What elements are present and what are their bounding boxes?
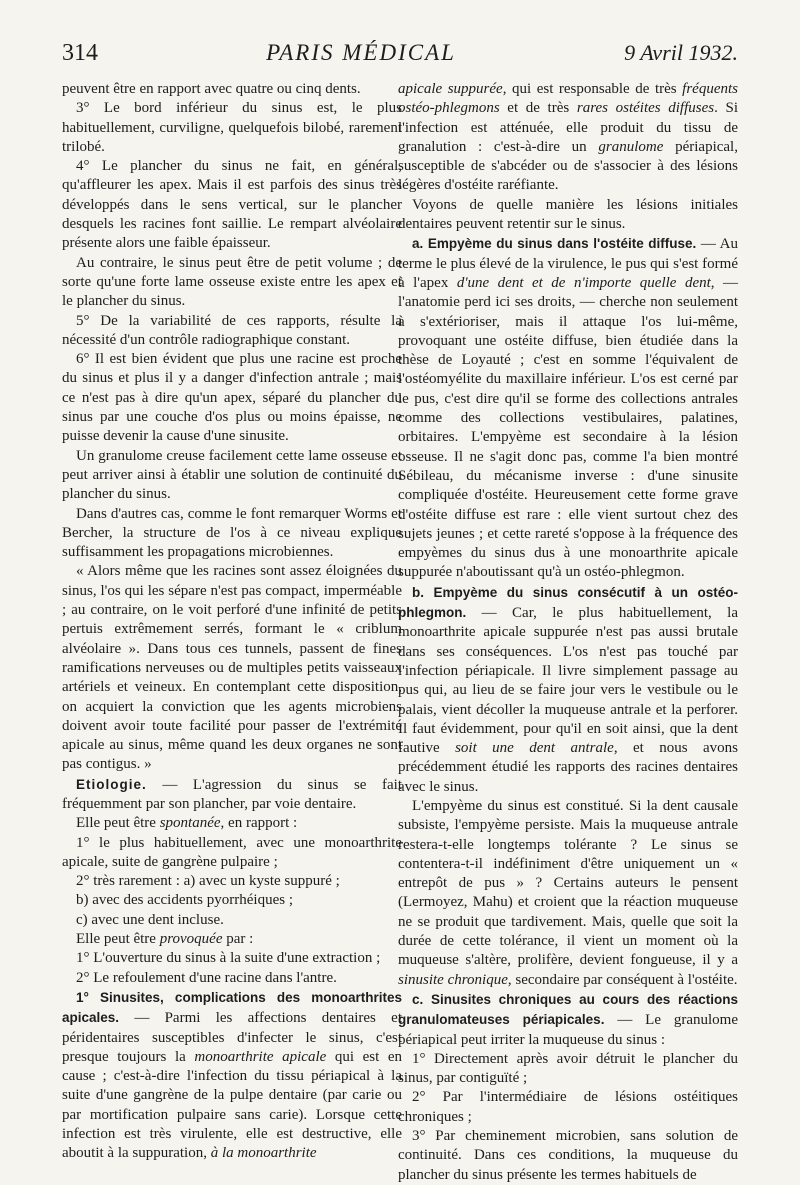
paragraph (62, 775, 402, 815)
page-number: 314 (62, 40, 98, 66)
issue-date: 9 Avril 1932. (624, 40, 738, 65)
text: , secondaire par conséquent à l'ostéite. (507, 971, 738, 988)
paragraph: 4° Le plancher du sinus ne fait, en général, qu'affleurer les apex. Mais il est parfois des sinus très développés dans le sens vertical, sur le plancher desquels les racines font saillie. Le rempart alvéolaire présente alors une faible épaisseur. (62, 158, 402, 252)
text: , — l'anatomie perd ici ses droits, — cherche non seulement à s'extérioriser, mais il attaque l'os lui-même, provoquant une ostéite diffuse, bien étudiée dans la thèse de Loyauté ; c'est en somme l'équivalent de l'ostéomyélite du maxillaire inférieur. L'os est cerné par le pus, c'est dire qu'il se forme des collections antrales comme des collections vestibulaires, palatines, orbitaires. L'empyème est secondaire à la lésion osseuse. Il ne s'agit donc pas, comme l'a bien montré Sébileau, du mécanisme inverse : d'une sinusite compliquée d'ostéite. Heureusement cette forme grave d'ostéite diffuse est rare : elle vient surtout chez des sujets jeunes ; et cette rareté s'oppose à la fréquence des empyèmes du sinus dus à une monoarthrite apicale suppurée n'aboutissant qu'à un ostéo-phlegmon. (398, 274, 739, 581)
text: Elle peut être (76, 815, 160, 832)
text: . Si l'infection est atténuée, elle produit du tissu de granalution : c'est-à-dire un (398, 100, 738, 155)
paragraph: Un granulome creuse facilement cette lame osseuse et peut arriver ainsi à établir une solution de continuité du plancher du sinus. (62, 447, 402, 503)
text: , qui est responsable de très (502, 81, 683, 97)
list-item: 3° Par cheminement microbien, sans solution de continuité. Dans ces conditions, la muqueuse du plancher du sinus présente les termes habituels de (398, 1128, 738, 1183)
emphasis: sinusite chronique (398, 971, 508, 988)
emphasis: spontanée (159, 815, 221, 832)
section-heading: a. Empyème du sinus dans l'ostéite diffuse. (412, 236, 697, 252)
text: L'empyème du sinus est constitué. Si la dent causale subsiste, l'empyème persiste. Mais la muqueuse antrale restera-t-elle longtemps tolérante ? Le sinus se contentera-t-il indéfiniment d'être uniquement un « entrepôt de pus » ? Certains auteurs le pensent (Lermoyez, Mahu) et croient que la réaction muqueuse ne se produit que tardivement. Mais, quelle que soit la durée de cette tolérance, il vient un moment où la muqueuse s'altère, prolifère, devient fongueuse, il y a (398, 797, 738, 969)
journal-title: PARIS MÉDICAL (266, 40, 456, 65)
list-item: 2° Le refoulement d'une racine dans l'antre. (76, 969, 337, 986)
section-heading: c. Sinusites chroniques au cours des réactions granulomateuses périapicales. (398, 991, 738, 1028)
emphasis: d'une dent et de n'importe quelle dent (456, 274, 711, 291)
text: , et nous avons précédemment étudié les rapports des racines dentaires avec le sinus. (398, 740, 738, 795)
text: , en rapport : (220, 815, 298, 832)
paragraph-text: — L'agression du sinus se fait fréquemment par son plancher, par voie dentaire. (62, 776, 402, 812)
list-item: 2° très rarement : a) avec un kyste suppuré ; (76, 873, 340, 890)
list-item: b) avec des accidents pyorrhéiques ; (76, 892, 293, 909)
paragraph: Voyons de quelle manière les lésions initiales dentaires peuvent retentir sur le sinus. (398, 196, 738, 233)
emphasis: rares ostéites diffuses (576, 100, 715, 117)
left-column (62, 80, 402, 1164)
paragraph (398, 990, 738, 1050)
section-heading: b. Empyème du sinus consécutif à un ostéo-phlegmon. (398, 584, 738, 621)
list-item: 1° Directement après avoir détruit le plancher du sinus, par contiguïté ; (398, 1050, 738, 1087)
section-heading: 1° Sinusites, complications des monoarthrites apicales. (62, 989, 402, 1026)
text: — Le granulome périapical peut irriter la muqueuse du sinus : (398, 1012, 738, 1048)
list-item: 1° L'ouverture du sinus à la suite d'une extraction ; (76, 950, 381, 967)
paragraph: 6° Il est bien évident que plus une racine est proche du sinus et plus il y a danger d'infection antrale ; mais ce n'est pas à dire qu'un apex, séparé du plancher du sinus par une couche d'os plus ou moins épaisse, ne puisse devenir la cause d'une sinusite. (62, 351, 402, 445)
text: qui est en cause ; c'est-à-dire l'infection du tissu périapical à la suite d'une gangrène de la pulpe dentaire (par carie ou par mortification pulpaire sans carie). Lorsque cette infection est très virulente, elle est destructive, elle aboutit à la suppuration, (62, 1048, 402, 1162)
emphasis: apicale suppurée (398, 81, 503, 97)
text: — Car, le plus habituellement, la monoarthrite apicale suppurée n'est pas aussi brutale dans ses conséquences. L'os n'est pas touché par l'infection périapicale. Il livre simplement passage au pus qui, au lieu de se faire jour vers le vestibule ou le palais, vient décoller la muqueuse antrale et la perforer. Il faut évidemment, pour qu'il en soit ainsi, que la dent fautive (398, 605, 738, 757)
text: et de très (499, 100, 577, 117)
right-column (398, 80, 738, 1185)
emphasis: à la monoarthrite (210, 1145, 317, 1162)
section-heading: Etiologie. (76, 776, 147, 792)
emphasis: provoquée (159, 931, 223, 948)
paragraph (62, 930, 402, 949)
list-item: 1° le plus habituellement, avec une monoarthrite apicale, suite de gangrène pulpaire ; (62, 834, 402, 870)
paragraph (398, 234, 738, 582)
text: périapical, susceptible de s'abcéder ou de s'associer à des lésions légères d'ostéite raréfiante. (398, 138, 738, 194)
text: Elle peut être (76, 931, 160, 948)
paragraph (398, 80, 738, 196)
emphasis: granulome (598, 138, 664, 155)
paragraph: 3° Le bord inférieur du sinus est, le plus habituellement, curviligne, quelquefois bilobé, rarement trilobé. (62, 100, 402, 155)
paragraph: peuvent être en rapport avec quatre ou cinq dents. (62, 81, 361, 97)
list-item: 2° Par l'intermédiaire de lésions ostéitiques chroniques ; (398, 1089, 738, 1125)
text: — Parmi les affections dentaires et péridentaires susceptibles d'infecter le sinus, c'est presque toujours la (62, 1010, 402, 1065)
paragraph: 5° De la variabilité de ces rapports, résulte la nécessité d'un contrôle radiographique constant. (62, 312, 402, 348)
emphasis: monoarthrite apicale (194, 1048, 327, 1065)
paragraph: Au contraire, le sinus peut être de petit volume ; de sorte qu'une forte lame osseuse existe entre les apex et le plancher du sinus. (62, 254, 402, 310)
running-header (62, 40, 738, 76)
text: — Au terme le plus élevé de la virulence, le pus qui s'est formé à l'apex (398, 236, 738, 291)
paragraph (398, 797, 738, 990)
emphasis: fréquents ostéo-phlegmons (398, 81, 738, 117)
paragraph (62, 814, 402, 833)
quotation: « Alors même que les racines sont assez éloignées du sinus, l'os qui les sépare n'est pas compact, imperméable ; au contraire, on le voit perforé d'une infinité de petits pertuis extrêmement serrés, formant le « criblum alvéolaire ». Dans tous ces tunnels, passent de fines ramifications nerveuses ou de multiples petits vaisseaux artériels et veineux. En contemplant cette disposition, on acquiert la conviction que les agents microbiens doivent avoir toute facilité pour passer de l'extrémité apicale au sinus, même quand les deux organes ne sont pas contigus. » (62, 563, 402, 773)
paragraph (62, 988, 402, 1164)
emphasis: soit une dent antrale (455, 740, 614, 757)
list-item: c) avec une dent incluse. (76, 911, 224, 928)
paragraph: Dans d'autres cas, comme le font remarquer Worms et Bercher, la structure de l'os à ce niveau explique suffisamment les propagations microbiennes. (62, 505, 402, 561)
paragraph (398, 583, 738, 797)
text: par : (222, 931, 254, 948)
